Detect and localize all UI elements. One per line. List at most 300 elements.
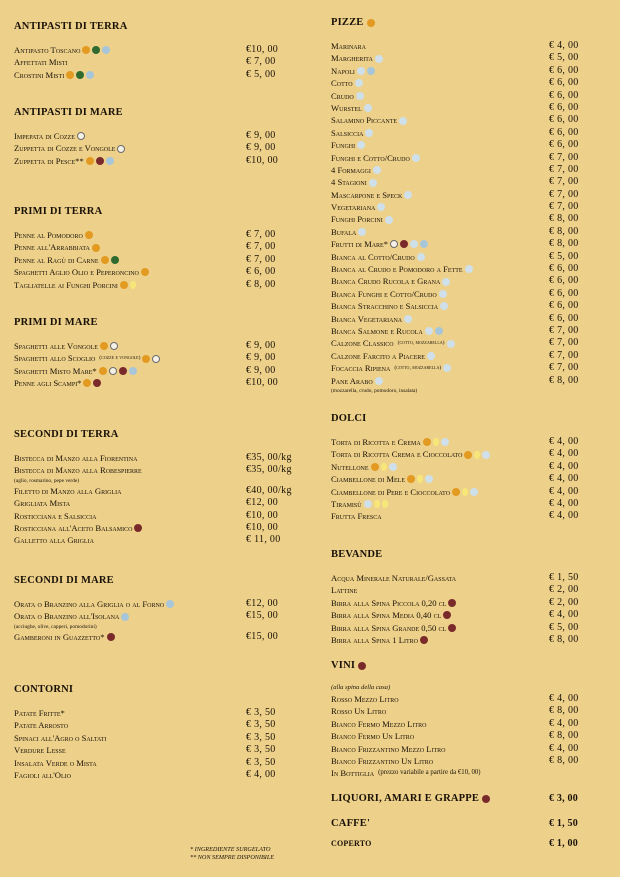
menu-item — [331, 705, 591, 717]
item-price: € 7, 00 — [549, 188, 579, 200]
item-price: € 6, 00 — [549, 300, 579, 312]
egg-allergen-icon — [381, 463, 387, 471]
section-spacer — [331, 30, 591, 40]
item-name-wrap — [331, 461, 397, 473]
item-price: €15, 00 — [246, 610, 279, 622]
menu-item — [14, 744, 289, 756]
menu-item — [331, 201, 591, 213]
item-name: Impepata di Cozze — [14, 131, 75, 141]
menu-section — [14, 428, 292, 547]
gluten-allergen-icon — [120, 281, 128, 289]
menu-item — [14, 484, 292, 497]
item-name: Bianca Funghi e Cotto/Crudo — [331, 288, 437, 299]
section-heading — [14, 20, 289, 34]
menu-section — [14, 316, 289, 390]
item-name-wrap — [331, 77, 363, 89]
milk-allergen-icon — [364, 104, 372, 112]
item-price: € 8, 00 — [549, 213, 579, 225]
section-title: CONTORNI — [14, 684, 74, 695]
item-name-wrap — [331, 152, 420, 164]
menu-item — [331, 362, 591, 374]
item-name-wrap — [331, 65, 375, 77]
item-name: Filetto di Manzo alla Griglia — [14, 485, 122, 496]
item-price: € 7, 00 — [246, 241, 276, 253]
item-name: Fagioli all'Olio — [14, 769, 72, 780]
milk-allergen-icon — [375, 55, 383, 63]
milk-allergen-icon — [357, 141, 365, 149]
item-name-wrap — [14, 266, 149, 278]
item-price: € 4, 00 — [549, 742, 579, 754]
item-name: Spinaci all'Agro o Saltati — [14, 732, 107, 743]
item-price: € 6, 00 — [246, 266, 276, 278]
item-name: Orata o Branzino all'Isolana — [14, 611, 120, 622]
item-name: Spaghetti alle Vongole — [14, 341, 98, 351]
menu-item — [14, 229, 289, 241]
gluten-allergen-icon — [85, 231, 93, 239]
egg-allergen-icon — [382, 500, 388, 508]
milk-allergen-icon — [482, 451, 490, 459]
section-heading — [331, 412, 591, 426]
milk-allergen-icon — [404, 191, 412, 199]
item-price: € 4, 00 — [549, 448, 579, 460]
menu-item — [331, 102, 591, 114]
item-name: Calzone Classico — [331, 338, 394, 349]
item-name: Affettati Misti — [14, 57, 68, 68]
item-name-wrap — [331, 337, 455, 349]
item-name-wrap — [14, 464, 142, 476]
item-name: In Bottiglia — [331, 768, 375, 779]
item-price: € 9, 00 — [246, 364, 276, 376]
menu-item — [331, 251, 591, 263]
item-price: € 7, 00 — [549, 151, 579, 163]
milk-allergen-icon — [373, 166, 381, 174]
section-heading — [331, 837, 591, 851]
section-title: ANTIPASTI DI MARE — [14, 107, 123, 118]
menu-item — [14, 377, 289, 389]
milk-allergen-icon — [440, 302, 448, 310]
item-price: €10, 00 — [246, 154, 279, 166]
footnotes — [190, 846, 274, 862]
menu-item — [331, 77, 591, 89]
item-price: € 6, 00 — [549, 64, 579, 76]
item-name: Birra alla Spina Media 0,40 cl — [331, 610, 442, 621]
item-name: Acqua Minerale Naturale/Gassata — [331, 573, 457, 583]
gluten-allergen-icon — [86, 157, 94, 165]
menu-item — [331, 498, 591, 510]
menu-item — [14, 254, 289, 266]
item-name: Antipasto Toscano — [14, 45, 81, 55]
item-price: € 6, 00 — [549, 89, 579, 101]
item-name-wrap — [331, 288, 447, 300]
item-price: € 1, 50 — [549, 572, 579, 583]
item-name-wrap — [331, 127, 373, 139]
item-name-wrap — [331, 300, 448, 312]
fish-allergen-icon — [435, 327, 443, 335]
gluten-allergen-icon — [100, 342, 108, 350]
menu-section — [14, 20, 289, 81]
milk-allergen-icon — [365, 129, 373, 137]
item-name-wrap — [14, 130, 85, 142]
menu-item — [14, 610, 289, 622]
item-price: € 7, 00 — [549, 337, 579, 349]
menu-section — [14, 574, 289, 643]
menu-item — [331, 609, 591, 621]
item-name-wrap — [14, 279, 136, 291]
item-name: Bianco Fermo Mezzo Litro — [331, 718, 427, 729]
item-name-wrap — [331, 251, 425, 263]
item-name: Zuppetta di Cozze e Vongole — [14, 143, 116, 154]
red-allergen-icon — [358, 662, 366, 670]
menu-item — [14, 266, 289, 278]
item-price: € 4, 00 — [549, 40, 579, 51]
red-allergen-icon — [134, 524, 142, 532]
menu-item — [331, 718, 591, 730]
menu-item — [14, 631, 289, 643]
milk-allergen-icon — [357, 67, 365, 75]
item-name-wrap — [331, 90, 364, 102]
milk-allergen-icon — [369, 179, 377, 187]
item-name-wrap — [331, 226, 366, 238]
section-title: BEVANDE — [331, 549, 383, 560]
item-name: Bianca al Crudo e Pomodoro a Fette — [331, 264, 463, 275]
red-allergen-icon — [443, 611, 451, 619]
item-name-wrap — [331, 139, 365, 151]
item-name-wrap — [14, 69, 94, 81]
menu-item — [331, 176, 591, 188]
item-name-wrap — [14, 254, 119, 266]
item-name-wrap — [14, 497, 70, 509]
egg-allergen-icon — [474, 451, 480, 459]
section-price: € 3, 00 — [549, 793, 578, 804]
milk-allergen-icon — [470, 488, 478, 496]
item-price: € 6, 00 — [549, 114, 579, 126]
item-name-wrap — [331, 498, 388, 510]
fish-allergen-icon — [86, 71, 94, 79]
item-price: €40, 00/kg — [246, 484, 292, 496]
section-heading — [14, 316, 289, 330]
gluten-allergen-icon — [83, 379, 91, 387]
item-price: € 5, 00 — [246, 68, 276, 80]
item-price: € 8, 00 — [549, 754, 579, 766]
milk-allergen-icon — [364, 500, 372, 508]
item-price: €10, 00 — [246, 509, 279, 521]
item-name-wrap — [331, 176, 377, 188]
menu-item — [14, 352, 289, 364]
item-name: Salamino Piccante — [331, 115, 398, 126]
item-name-wrap — [14, 757, 97, 769]
item-price: € 11, 00 — [246, 534, 281, 546]
gluten-allergen-icon — [82, 46, 90, 54]
item-price: €15, 00 — [246, 630, 279, 642]
item-name-wrap — [14, 142, 125, 154]
milk-allergen-icon — [356, 92, 364, 100]
menu-item — [14, 365, 289, 377]
menu-item — [14, 497, 289, 509]
item-name-wrap — [331, 609, 451, 621]
item-name-wrap — [14, 452, 137, 464]
menu-section — [331, 412, 591, 523]
item-name-wrap — [14, 352, 160, 364]
gluten-allergen-icon — [371, 463, 379, 471]
footnote-frozen: * INGREDIENTE SURGELATO — [190, 846, 271, 853]
menu-item — [331, 263, 591, 275]
item-name: Bufala — [331, 226, 357, 237]
menu-item — [14, 452, 292, 464]
item-name-wrap — [331, 375, 383, 387]
item-price: € 7, 00 — [246, 229, 276, 240]
item-name-wrap — [14, 769, 71, 781]
gluten-allergen-icon — [142, 355, 150, 363]
item-price: € 3, 50 — [246, 731, 276, 743]
menu-item — [14, 44, 289, 56]
menu-item — [331, 693, 591, 705]
item-name: Bianco Fermo Un Litro — [331, 731, 415, 742]
item-detail: (aglio, rosmarino, pepe verde) — [14, 477, 80, 484]
item-price: € 7, 00 — [549, 201, 579, 213]
item-name-wrap — [331, 693, 399, 705]
egg-allergen-icon — [417, 475, 423, 483]
red-allergen-icon — [107, 633, 115, 641]
item-name-wrap — [14, 707, 65, 719]
milk-allergen-icon — [404, 315, 412, 323]
item-price: € 2, 00 — [549, 596, 579, 608]
item-name: Penne al Pomodoro — [14, 230, 83, 240]
item-price: € 4, 00 — [246, 768, 276, 780]
menu-item — [331, 510, 591, 522]
item-name-wrap — [331, 705, 386, 717]
item-name: Crudo — [331, 90, 354, 101]
item-price: € 6, 00 — [549, 263, 579, 275]
item-price: € 6, 00 — [549, 77, 579, 89]
milk-allergen-icon — [358, 228, 366, 236]
menu-item — [14, 719, 289, 731]
menu-section — [331, 16, 591, 395]
item-name-wrap — [331, 767, 481, 779]
item-name: Insalata Verde o Mista — [14, 757, 97, 768]
section-title: PRIMI DI TERRA — [14, 206, 103, 217]
section-heading — [14, 205, 289, 219]
item-price: €10, 00 — [246, 377, 279, 389]
item-price: €10, 00 — [246, 44, 279, 55]
item-name-wrap — [14, 229, 93, 241]
section-heading — [331, 659, 591, 673]
milk-allergen-icon — [441, 438, 449, 446]
section-heading — [331, 792, 591, 806]
item-name-wrap — [331, 448, 490, 460]
item-name-wrap — [331, 755, 433, 767]
item-name: Pane Arabo — [331, 375, 373, 386]
item-name-wrap — [331, 325, 443, 337]
gluten-allergen-icon — [464, 451, 472, 459]
item-name-wrap — [14, 377, 101, 389]
item-name: Funghi e Cotto/Crudo — [331, 152, 410, 163]
item-price: € 8, 00 — [549, 225, 579, 237]
item-name-wrap — [14, 631, 115, 643]
milk-allergen-icon — [375, 377, 383, 385]
item-name: Wurstel — [331, 102, 362, 113]
item-price: € 4, 00 — [549, 717, 579, 729]
item-price: € 3, 50 — [246, 719, 276, 731]
section-title: LIQUORI, AMARI E GRAPPE — [331, 793, 480, 804]
menu-item — [14, 707, 289, 719]
section-heading — [14, 683, 289, 697]
menu-item — [14, 598, 289, 610]
menu-item — [331, 337, 591, 349]
item-price: € 7, 00 — [549, 324, 579, 336]
menu-item — [331, 189, 591, 201]
item-name: Marinara — [331, 41, 366, 51]
fish-allergen-icon — [420, 240, 428, 248]
item-name-wrap — [331, 473, 433, 485]
section-heading — [14, 574, 289, 588]
item-name-wrap — [14, 365, 137, 377]
nuts-allergen-icon — [111, 256, 119, 264]
item-price: € 9, 00 — [246, 340, 276, 351]
section-title: PRIMI DI MARE — [14, 317, 98, 328]
item-name-wrap — [14, 598, 174, 610]
item-price: € 3, 50 — [246, 744, 276, 756]
footnote-availability: ** NON SEMPRE DISPONIBILE — [190, 854, 275, 861]
red-allergen-icon — [119, 367, 127, 375]
item-name: Penne al Ragù di Carne — [14, 254, 99, 265]
item-name: Frutta Fresca — [331, 511, 382, 522]
item-name: 4 Stagioni — [331, 177, 367, 188]
menu-item — [14, 69, 289, 81]
gluten-allergen-icon — [66, 71, 74, 79]
item-note: (prezzo variabile a partire da €10, 00) — [378, 769, 481, 777]
item-name-wrap — [14, 522, 142, 534]
item-price: €12, 00 — [246, 598, 279, 609]
section-heading — [331, 548, 591, 562]
item-price: € 4, 00 — [549, 609, 579, 621]
item-price: € 9, 00 — [246, 130, 276, 141]
menu-item — [331, 634, 591, 646]
item-name-wrap — [331, 622, 456, 634]
item-name-wrap — [331, 313, 412, 325]
gluten-allergen-icon — [407, 475, 415, 483]
item-name: Lattine — [331, 585, 358, 596]
item-detail: (acciughe, olive, capperi, pomodorini) — [14, 623, 97, 630]
egg-allergen-icon — [374, 500, 380, 508]
item-name-wrap — [14, 732, 106, 744]
menu-item — [331, 375, 591, 387]
item-note: (cozze e vongole) — [99, 355, 141, 362]
menu-item — [14, 769, 289, 781]
shell-allergen-icon — [110, 342, 118, 350]
item-price: € 6, 00 — [549, 275, 579, 287]
menu-item — [331, 40, 591, 52]
menu-item — [14, 340, 289, 352]
item-name-wrap — [14, 44, 110, 56]
menu-item — [331, 767, 591, 779]
section-spacer — [14, 697, 289, 707]
menu-item — [14, 241, 289, 253]
item-name-wrap — [14, 610, 129, 622]
fish-allergen-icon — [106, 157, 114, 165]
item-name: Zuppetta di Pesce** — [14, 155, 84, 166]
item-name: Ciambellone di Pere e Cioccolato — [331, 486, 451, 497]
menu-item — [331, 300, 591, 312]
item-name: Patate Fritte* — [14, 708, 65, 718]
menu-item — [331, 65, 591, 77]
menu-item — [331, 755, 591, 767]
section-spacer — [14, 34, 289, 44]
milk-allergen-icon — [427, 352, 435, 360]
menu-section — [14, 106, 289, 167]
item-price: € 4, 00 — [549, 473, 579, 485]
item-name: Ciambellone di Mele — [331, 474, 405, 485]
menu-item — [331, 275, 591, 287]
menu-item — [331, 164, 591, 176]
menu-item — [331, 572, 591, 584]
item-name-wrap — [331, 40, 366, 52]
item-name: Rosso Un Litro — [331, 706, 387, 717]
item-name: Bianco Frizzantino Mezzo Litro — [331, 743, 446, 754]
item-note: (cotto, mozzarella) — [394, 365, 442, 372]
red-allergen-icon — [400, 240, 408, 248]
item-price: € 8, 00 — [549, 374, 579, 386]
menu-item — [14, 732, 289, 744]
section-title: CAFFE' — [331, 818, 371, 829]
milk-allergen-icon — [425, 327, 433, 335]
item-name: Orata o Branzino alla Griglia o al Forno — [14, 599, 165, 609]
item-name: Torta di Ricotta e Crema — [331, 437, 421, 447]
fish-allergen-icon — [367, 67, 375, 75]
item-name-wrap — [331, 634, 428, 646]
item-name-wrap — [331, 362, 451, 374]
shell-allergen-icon — [117, 145, 125, 153]
section-price: € 1, 00 — [549, 838, 578, 849]
red-allergen-icon — [93, 379, 101, 387]
item-name: Birra alla Spina Piccola 0,20 cl — [331, 597, 447, 608]
red-allergen-icon — [448, 599, 456, 607]
item-name: Birra alla Spina 1 Litro — [331, 634, 418, 645]
section-price: € 1, 50 — [549, 818, 578, 829]
menu-item — [331, 52, 591, 64]
item-detail: (mozzarella, crudo, pomodoro, insalata) — [331, 387, 418, 394]
item-name: Bistecca di Manzo alla Fiorentina — [14, 453, 138, 463]
item-name: Torta di Ricotta Crema e Cioccolato — [331, 449, 463, 460]
item-price: € 8, 00 — [246, 278, 276, 290]
section-heading — [14, 428, 289, 442]
item-price: € 3, 50 — [246, 707, 276, 718]
section-spacer — [331, 562, 591, 572]
section-spacer — [331, 673, 591, 683]
item-name: Salsiccia — [331, 127, 364, 138]
item-name: Calzone Farcito a Piacere — [331, 350, 425, 361]
item-name: Penne all'Arrabbiata — [14, 242, 90, 253]
menu-item — [331, 127, 591, 139]
nuts-allergen-icon — [76, 71, 84, 79]
menu-section — [14, 683, 289, 781]
item-name: Rosticciana all'Aceto Balsamico — [14, 522, 133, 533]
menu-item — [331, 90, 591, 102]
section-title: PIZZE — [331, 17, 364, 28]
menu-item — [14, 142, 289, 154]
milk-allergen-icon — [443, 364, 451, 372]
item-price: € 9, 00 — [246, 142, 276, 154]
item-name: Funghi — [331, 140, 356, 151]
shell-allergen-icon — [109, 367, 117, 375]
fish-allergen-icon — [166, 600, 174, 608]
item-price: € 7, 00 — [549, 176, 579, 188]
item-price: € 7, 00 — [549, 362, 579, 374]
menu-item — [331, 448, 591, 460]
item-name: Spaghetti Misto Mare* — [14, 365, 97, 376]
menu-section — [14, 205, 289, 291]
menu-item — [331, 461, 591, 473]
item-name-wrap — [14, 340, 118, 352]
